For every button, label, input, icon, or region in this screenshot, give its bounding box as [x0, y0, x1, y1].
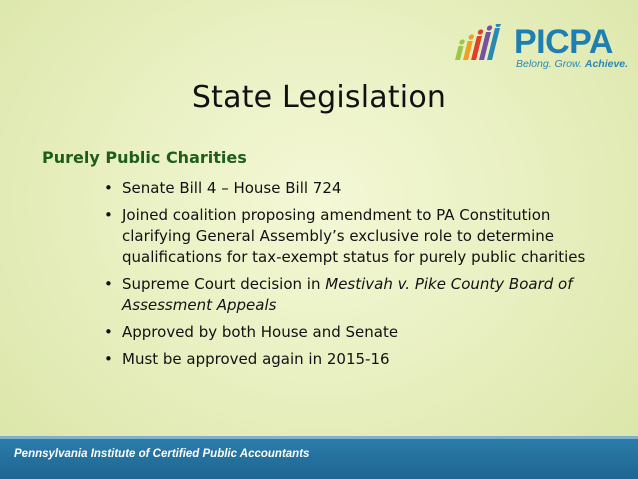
logo-bars-icon [452, 24, 510, 66]
bullet-item [104, 274, 604, 316]
bullet-text: Supreme Court decision in [122, 275, 326, 293]
logo-tagline-bold: Achieve. [584, 58, 629, 70]
footer-stripe [0, 436, 638, 439]
slide-subhead: Purely Public Charities [42, 148, 247, 167]
bullet-item [104, 322, 604, 343]
bullet-case-name: Mestivah v. Pike County Board of Assessment Appeals [122, 275, 573, 314]
bullet-text: Approved by both House and Senate [122, 323, 399, 341]
bullet-text: Joined coalition proposing amendment to PA Constitution clarifying General Assembly’s exclusive role to determine qualifications for tax-exempt status for purely public charities [122, 206, 586, 266]
bullet-text: Must be approved again in 2015-16 [122, 350, 390, 368]
bullet-icon: • [104, 350, 113, 368]
bullet-item [104, 205, 604, 268]
footer-text: Pennsylvania Institute of Certified Public Accountants [14, 448, 310, 460]
bullet-item [104, 349, 604, 370]
bullet-item [104, 178, 604, 199]
logo-tagline [516, 58, 628, 70]
logo-tagline-plain: Belong. Grow. [516, 58, 582, 70]
picpa-logo [452, 18, 632, 78]
bullet-text: Senate Bill 4 – House Bill 724 [122, 179, 342, 197]
bullet-icon: • [104, 206, 113, 224]
slide-title: State Legislation [191, 80, 447, 115]
logo-wordmark: PICPA [514, 23, 613, 61]
bullet-icon: • [104, 275, 113, 293]
bullet-icon: • [104, 179, 113, 197]
footer-bar [0, 436, 638, 479]
bullet-icon: • [104, 323, 113, 341]
bullet-list [104, 178, 604, 376]
